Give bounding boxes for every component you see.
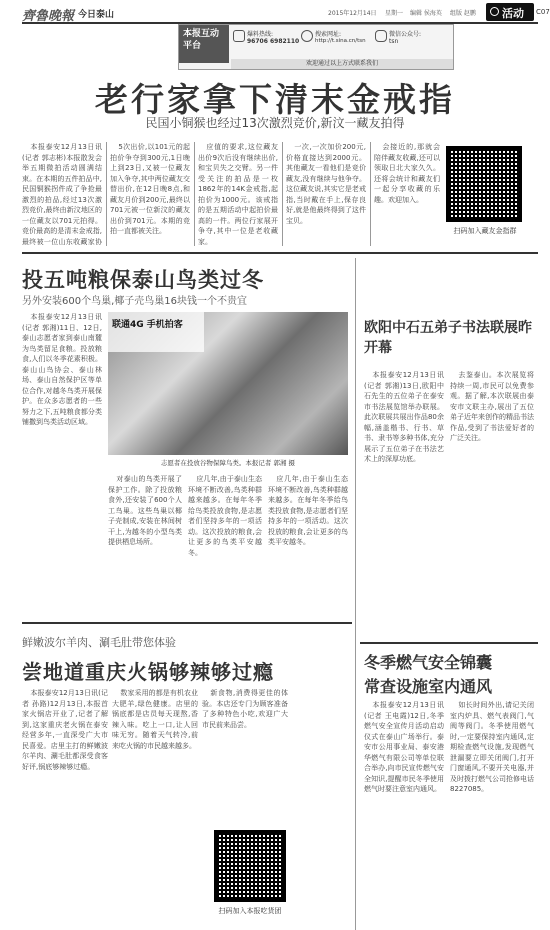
gas-story-headline-line-2: 常查设施室内通风	[364, 677, 493, 696]
top-story-column-4: 一次,一次加价200元,价格直接达到2000元。其他藏友一看他们是竞价藏友,没有继续与他争夺。这位藏友说,其实它是老戒指,当时戴在手上,保存良好,就是他最终得到了这件宝贝。	[286, 143, 366, 225]
hotpot-column-3: 新食物,消费得更佳的体验。本店还专门为顾客准备了多种特色小吃,欢迎广大市民前来品尝。	[202, 689, 288, 729]
grain-story-photo	[108, 312, 348, 455]
unicom-ad-text: 联通4G 手机拍客	[112, 320, 183, 330]
top-story-column-1: 本报泰安12月13日讯(记者 郭志彬)本报散发会举五期微拍活动圆满结束。在本期的五件拍品中,民国铜猴拐件成了争抢最激烈的拍品,经过13次激烈竞价,最终由新汶地区的一位藏友以701元拍得。竞价最高的是清末金戒指,最终被一位山东收藏家协	[22, 143, 102, 246]
grain-story-column-4: 应几年,由于泰山生态环境不断改善,鸟类种群越来越多。在每年冬季给鸟类投放食物,是志愿者们坚持多年的一项活动。这次投放的粮食,会让更多的鸟类平安越冬。	[268, 475, 348, 546]
phone-icon	[233, 30, 245, 42]
qr-code-icon	[214, 830, 286, 902]
calligraphy-story-headline: 欧阳中石五弟子书法联展昨开幕	[364, 320, 532, 356]
grain-story-column-2: 对泰山的鸟类开展了保护工作。除了投放粮食外,还安装了600个人工鸟巢。这些鸟巢以椰子壳制成,安装在林间树干上,为越冬的小型鸟类提供栖息场所。	[108, 475, 182, 546]
top-story-qr-code	[446, 146, 522, 222]
calligraphy-column-2: 去鉴泰山。本次展览将持续一周,市民可以免费参观。据了解,本次联展由泰安市文联主办,展出了五位弟子近年来创作的精品书法作品,受到了书法爱好者的广泛关注。	[450, 371, 534, 442]
top-story-subheadline: 民国小铜猴也经过13次激烈竞价,新汶一藏友拍得	[145, 116, 405, 130]
top-story-qr-caption: 扫码加入藏友金指群	[453, 227, 517, 235]
photo-ad-overlay	[108, 312, 204, 352]
wechat-icon	[375, 30, 387, 42]
ad-footer: 欢迎通过以上方式联系我们	[231, 59, 453, 69]
calligraphy-column-1: 本报泰安12月13日讯(记者 郭湘)13日,欧阳中石先生的五位弟子在泰安市书法展览馆举办联展。此次联展共展出作品80余幅,涵盖楷书、行书、草书、隶书等多种书体,充分展示了五位弟子在书法艺术上的深厚功底。	[364, 371, 444, 463]
hotpot-story-kicker: 鲜嫩波尔羊肉、涮毛肚带您体验	[22, 636, 176, 649]
weibo-icon	[301, 30, 313, 42]
design-credit: 组版 赵鹏	[450, 10, 476, 17]
wechat-label: 微信公众号:	[389, 31, 422, 38]
top-story-column-2: 5次出价,以101元的起拍价争夺到300元,1日晚上到23日,又被一位藏友加入争夺,其中两位藏友交替出价,在12日晚8点,和藏友月价到200元,最终以701元被一位新汶的藏友出价到701元。本期的竞拍一直都被关注。	[110, 143, 190, 235]
section-icon	[490, 7, 499, 16]
weibo-label: 搜索网址:	[315, 31, 342, 38]
hotline-label: 爆料热线:	[247, 31, 274, 38]
interactive-platform-ad	[178, 24, 454, 70]
hotpot-story-headline: 尝地道重庆火锅够辣够过瘾	[22, 660, 274, 684]
hotpot-qr-caption: 扫码加入本报吃货团	[218, 907, 282, 915]
grain-story-column-1: 本报泰安12月13日讯(记者 郭湘)11日、12日,泰山志愿者家到泰山南麓为鸟类留足食粮。投放粮食,人们以冬季花素积极。泰山山鸟协会、泰山林场、泰山自然保护区等单位合作,对越冬鸟类开展保护。在众多志愿者的一些努力之下,五吨粮食都分类铺撒到鸟类活动区域。	[22, 313, 102, 426]
top-story-headline: 老行家拿下清末金戒指	[95, 80, 455, 119]
top-story-column-5: 会接近的,那就会陪伴藏友收藏,还可以领取日北大家久久。还将会统计和藏友们一起分享收藏的乐趣。欢迎加入。	[374, 143, 440, 204]
issue-weekday: 星期一	[385, 10, 404, 17]
edition-name: 今日泰山	[78, 10, 115, 20]
editor-credit: 编辑 侯海英	[410, 10, 442, 17]
grain-story-column-3: 应几年,由于泰山生态环境不断改善,鸟类种群越来越多。在每年冬季给鸟类投放食物,是志愿者们坚持多年的一项活动。这次投放的粮食,会让更多的鸟类平安越冬。	[188, 475, 262, 557]
qr-code-icon	[446, 146, 522, 222]
hotline-number: 96706 6982110	[247, 38, 300, 45]
gas-column-1: 本报泰安12月13日讯(记者 王电霞)12日,冬季燃气安全宣传月活动启动仪式在泰山广场举行。泰安市公用事业局、泰安港华燃气有限公司等单位联合举办,向市民宣传燃气安全知识,提醒市民冬季使用燃气时要注意室内通风。	[364, 701, 444, 793]
gas-column-2: 如长时间外出,请记关闭室内炉具、燃气表阀门,气阀等阀门。冬季使用燃气时,一定要保持室内通风,定期检查燃气设施,发现燃气泄漏要立即关闭阀门,打开门窗通风,不要开关电器,并及时拨打燃气公司抢修电话8227085。	[450, 701, 534, 793]
wechat-id: tsn	[389, 38, 399, 45]
hotpot-qr-code	[214, 830, 286, 902]
platform-title-box	[179, 25, 229, 63]
page-number: C07	[536, 8, 550, 16]
hotpot-column-2: 数家采用的都是有机农业大肥羊,绿色健康。店里的锅底都是店员每天现熬,香辣入味。吃上一口,让人回味无穷。随着天气转冷,前来吃火锅的市民越来越多。	[112, 689, 198, 750]
section-banner	[486, 3, 534, 21]
grain-photo-caption: 志愿者在投放谷物保障鸟类。本报记者 郭湘 摄	[160, 459, 296, 467]
issue-date: 2015年12月14日	[328, 10, 377, 17]
gas-story-headline-line-1: 冬季燃气安全锦囊	[364, 653, 493, 672]
newspaper-logo: 齊魯晚報	[22, 9, 75, 24]
platform-title: 本报互动平台	[183, 29, 220, 51]
hotpot-column-1: 本报泰安12月13日讯(记者 孙路)12月13日,本报首家火锅店开业了,记者了解到,这家重庆老火锅在泰安经营多年,一直深受广大市民喜爱。店里主打的鲜嫩波尔羊肉、涮毛肚都深受食客好评,锅底够辣够过瘾。	[22, 689, 108, 771]
grain-story-subheadline: 另外安装600个鸟巢,椰子壳鸟巢16块钱一个不贵宜	[22, 296, 247, 307]
top-story-column-3: 应值的要求,这位藏友出价9次后没有继续出价,和宝贝失之交臂。另一件受关注的拍品是一枚1862年的14K金戒指,起拍价为1000元。该戒指的是五期活动中起拍价最高的一件。两位行家展开争夺,其中一位是老收藏家。	[198, 143, 278, 246]
section-title: 活动	[502, 7, 524, 20]
weibo-url: http://t.sina.cn/tsn	[315, 38, 366, 44]
grain-story-headline: 投五吨粮保泰山鸟类过冬	[22, 268, 264, 292]
